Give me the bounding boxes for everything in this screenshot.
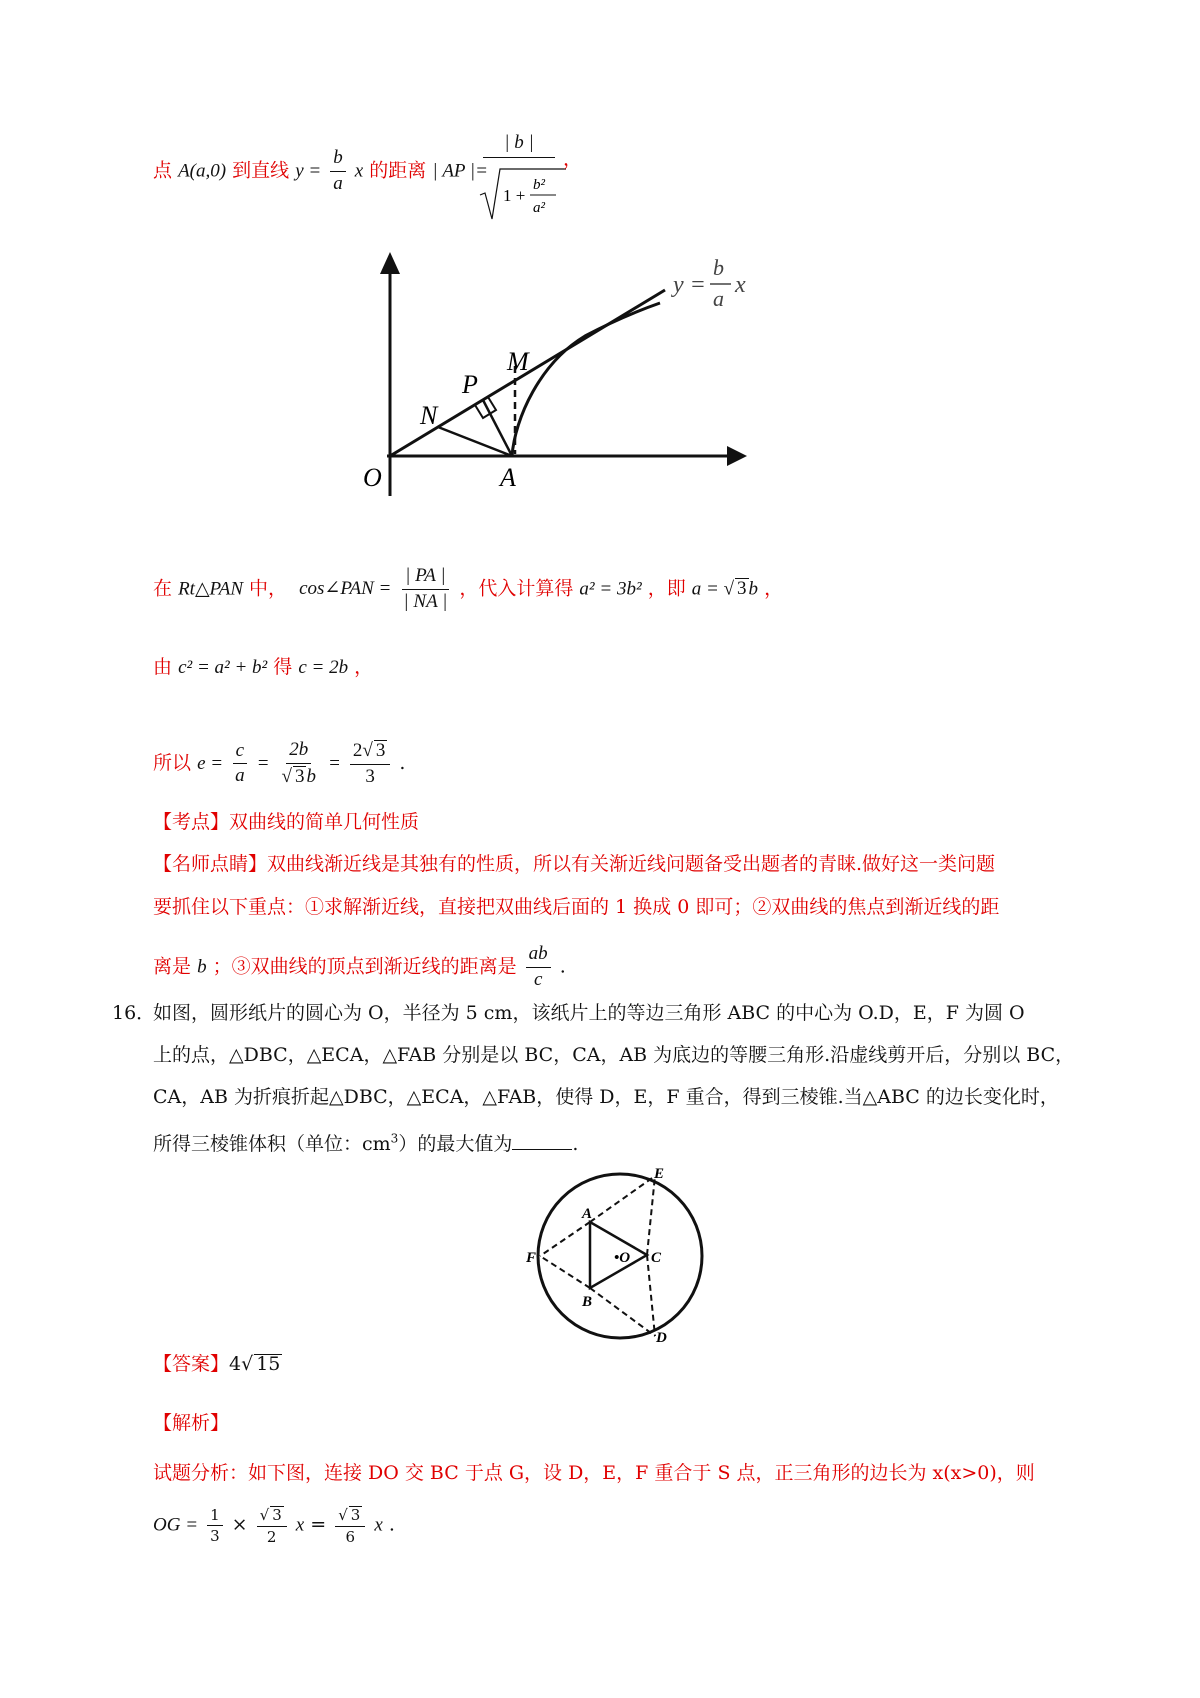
text: ，代入计算得 [459, 577, 574, 600]
asym-label-x: x [735, 272, 746, 298]
fraction-ab-c [526, 944, 551, 991]
distance-line [153, 148, 488, 195]
text: 离是 [153, 955, 192, 978]
mingshi-line-1 [153, 855, 995, 874]
radicand: 15 [256, 1353, 281, 1375]
og-line [153, 1506, 395, 1545]
q16-line-3: CA，AB 为折痕折起△DBC，△ECA，△FAB，使得 D，E，F 重合，得到三棱锥.当△ABC 的边长变化时， [153, 1086, 1059, 1108]
fraction-pa-na [400, 566, 450, 613]
ap-fraction [483, 132, 555, 158]
sqrt-denominator [478, 163, 568, 223]
var-x: x [374, 1514, 383, 1536]
label-o: •O [614, 1250, 631, 1266]
text: ，即 [647, 577, 686, 600]
cos-angle: cos∠PAN = [299, 578, 392, 600]
a-squared: a² [533, 200, 545, 216]
mingshi-line-2: 要抓住以下重点：①求解渐近线，直接把双曲线后面的 1 换成 0 即可；②双曲线的焦点到渐近线的距 [153, 896, 1000, 918]
label-a: A [500, 463, 516, 492]
equation: c² = a² + b² [178, 657, 268, 678]
q16-line-2: 上的点，△DBC，△ECA，△FAB 分别是以 BC，CA，AB 为底边的等腰三角形.沿虚线剪开后，分别以 BC， [153, 1044, 1075, 1066]
numerator: c [233, 741, 247, 765]
answer-line [153, 1354, 282, 1374]
sqrt-sign: √ [723, 578, 735, 600]
fraction-2b [279, 740, 319, 788]
numerator: 1 [207, 1507, 223, 1527]
asym-label-y: y = [673, 272, 706, 298]
label-d: D [656, 1330, 667, 1346]
hyperbola-figure [355, 248, 765, 498]
denominator: a [235, 765, 245, 787]
radicand: 3 [272, 1506, 282, 1524]
eq: y = [295, 160, 322, 182]
denominator: √ 3 b [281, 765, 316, 787]
radicand: 3 [375, 740, 386, 761]
label-c: C [651, 1250, 662, 1266]
text: 双曲线的简单几何性质 [229, 811, 420, 833]
equation: a² = 3b² [579, 578, 642, 600]
denominator: c [533, 968, 543, 990]
label-n: N [420, 401, 438, 430]
jiexi-tag: 【解析】 [153, 1412, 230, 1434]
fraction-b-a [330, 148, 346, 195]
asym-label-a: a [713, 286, 724, 311]
numerator: √ 3 [335, 1506, 365, 1527]
text: . [399, 751, 406, 774]
text: 所以 [153, 751, 192, 774]
text: ）的最大值为 [398, 1133, 513, 1155]
fraction-sqrt3-6 [335, 1506, 365, 1545]
lhs: OG = [153, 1514, 199, 1536]
ap: | AP |= [432, 160, 488, 182]
text: 得 [273, 656, 293, 678]
text: 的距离 [369, 159, 427, 182]
e-line [153, 740, 405, 788]
coef: 4 [229, 1353, 242, 1375]
denominator: a [333, 172, 343, 194]
dashed-lines [540, 1176, 655, 1336]
analysis-line: 试题分析：如下图，连接 DO 交 BC 于点 G，设 D，E，F 重合于 S 点，正三角形的边长为 x(x>0)，则 [153, 1462, 1035, 1484]
one-plus: 1 + [503, 186, 526, 205]
answer-blank [512, 1131, 572, 1150]
rt-triangle: Rt△PAN [178, 578, 243, 600]
text: . [559, 955, 566, 978]
numerator: 2b [286, 740, 311, 764]
asym-label-b: b [713, 255, 724, 280]
label-a: A [582, 1206, 593, 1222]
equals: = [310, 1513, 327, 1536]
kaodian-line [153, 813, 419, 832]
denominator: 3 [210, 1527, 220, 1545]
var-b: b [748, 578, 759, 600]
mingshi-line-3 [153, 944, 566, 991]
text: ；③双曲线的顶点到渐近线的距离是 [212, 955, 517, 978]
c-line [153, 658, 373, 677]
times: × [231, 1513, 248, 1536]
numerator: | PA | [402, 566, 448, 590]
tag: 【考点】 [153, 811, 230, 833]
text: ， [354, 656, 374, 678]
q16-line-4 [153, 1131, 578, 1154]
question-number: 16． [112, 1002, 156, 1024]
radicand: 3 [737, 578, 747, 600]
point-a: A(a,0) [178, 160, 227, 182]
numerator: ab [526, 944, 551, 968]
var-b: b [197, 956, 207, 978]
fraction-sqrt3-2 [257, 1506, 287, 1545]
text: . [572, 1133, 579, 1155]
fraction-2sqrt3 [350, 740, 390, 788]
numerator: √ 3 [257, 1506, 287, 1527]
denominator: 3 [365, 765, 375, 787]
sqrt-sign: √ [241, 1353, 254, 1375]
equation: e = [197, 752, 224, 774]
text: . [388, 1513, 395, 1536]
numerator: | b | [483, 132, 555, 158]
label-m: M [507, 347, 529, 376]
radicand: 3 [350, 1506, 361, 1524]
var-x: x [354, 160, 364, 182]
superscript: 3 [390, 1131, 399, 1146]
text: 由 [153, 656, 173, 678]
label-o: O [363, 463, 382, 492]
var-x: x [295, 1514, 305, 1536]
q16-line-1: 如图，圆形纸片的圆心为 O，半径为 5 cm，该纸片上的等边三角形 ABC 的中心为 O.D，E，F 为圆 O [153, 1002, 1025, 1024]
label-e: E [654, 1166, 665, 1182]
comma: ， [563, 148, 583, 170]
circle-figure [520, 1166, 720, 1346]
var-b: b [306, 765, 316, 787]
label-f: F [526, 1250, 537, 1266]
numerator: 2√ 3 [350, 740, 390, 765]
denominator: | NA | [403, 590, 448, 612]
coef: 2 [352, 740, 363, 761]
fraction-1-3 [207, 1507, 223, 1545]
text: 中， [249, 577, 288, 600]
text: 双曲线渐近线是其独有的性质，所以有关渐近线问题备受出题者的青睐.做好这一类问题 [267, 853, 996, 875]
cos-line [153, 566, 783, 613]
b-squared: b² [533, 177, 545, 193]
equals: = [328, 752, 341, 774]
radicand: 3 [294, 765, 305, 787]
denominator: 2 [266, 1527, 277, 1546]
equation: c = 2b [298, 657, 349, 678]
tag: 【名师点睛】 [153, 853, 268, 875]
text: 所得三棱锥体积（单位：cm [153, 1133, 391, 1155]
label-p: P [462, 370, 478, 399]
equals: = [256, 752, 270, 774]
text: 在 [153, 577, 173, 600]
denominator: 6 [345, 1527, 356, 1546]
label-b: B [582, 1294, 593, 1310]
tag: 【答案】 [153, 1353, 230, 1375]
numerator: b [330, 148, 346, 172]
fraction-c-a [232, 741, 248, 788]
text: 到直线 [232, 159, 290, 182]
text: 点 [153, 159, 173, 182]
text: ， [764, 577, 784, 600]
equation: a = [691, 578, 724, 600]
